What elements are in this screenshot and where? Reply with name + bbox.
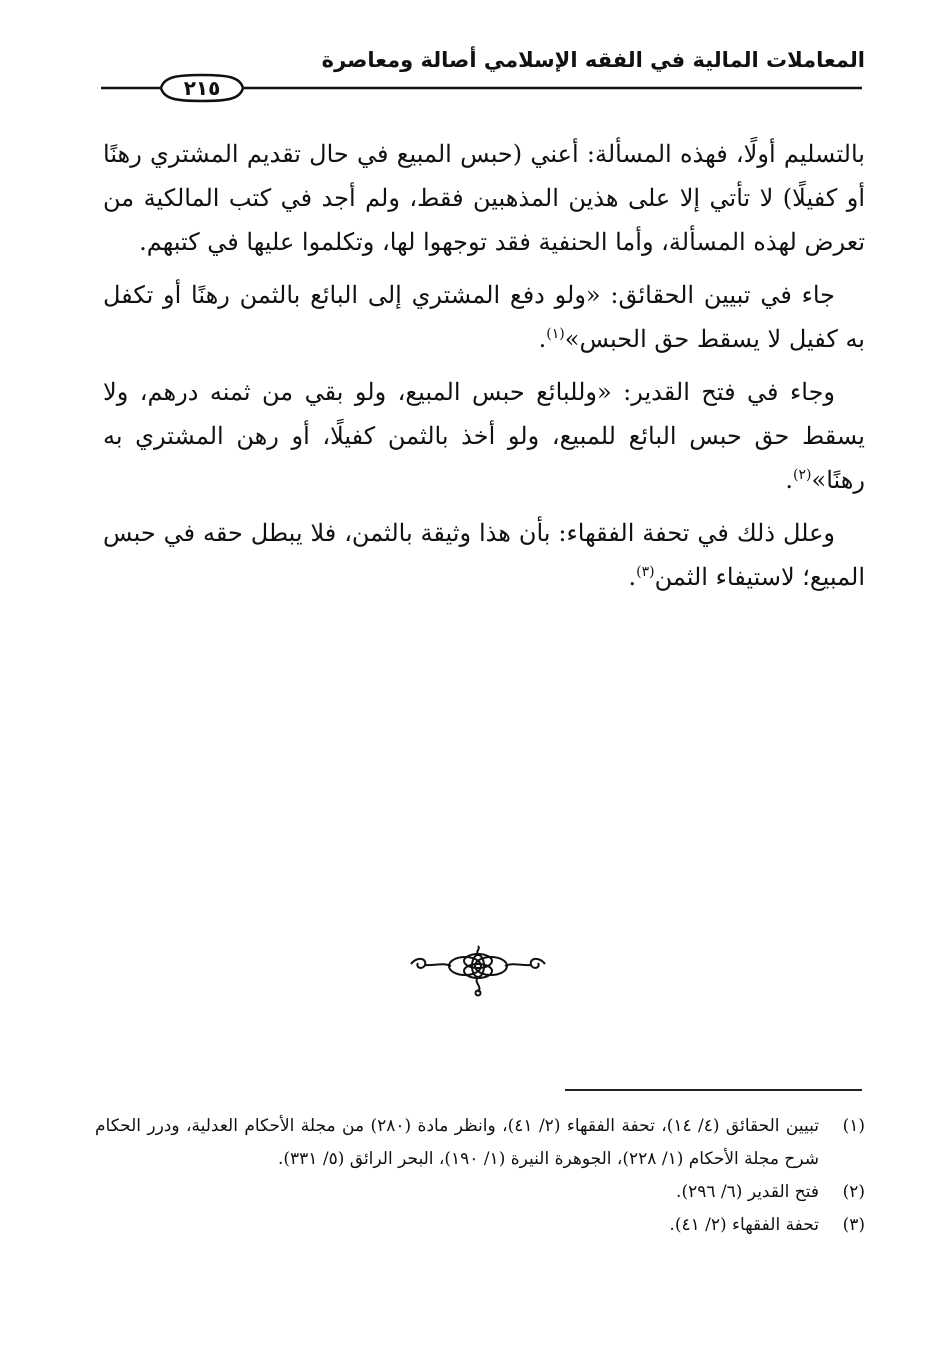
page-number: ٢١٥ [183, 76, 221, 100]
footnote-1 [95, 1110, 865, 1176]
paragraph-2 [103, 273, 865, 361]
footnote-number: (٣) [842, 1215, 865, 1235]
paragraph-3-text: وجاء في فتح القدير: «وللبائع حبس المبيع، ولو بقي من ثمنه درهم، ولا يسقط حق حبس البائع للمبيع، ولو أخذ بالثمن كفيلًا، أو رهن المشتري به رهنًا» [103, 378, 865, 494]
footnote-number: (٢) [842, 1182, 865, 1202]
footnote-ref-1: (١) [546, 326, 565, 342]
period: . [628, 563, 637, 591]
footnote-text: تبيين الحقائق (٤/ ١٤)، تحفة الفقهاء (٢/ ٤١)، وانظر مادة (٢٨٠) من مجلة الأحكام العدلية، ودرر الحكام شرح مجلة الأحكام (١/ ٢٢٨)، الجوهرة النيرة (١/ ١٩٠)، البحر الرائق (٥/ ٣٣١). [95, 1116, 819, 1169]
period: . [785, 466, 794, 494]
footnote-3 [95, 1209, 865, 1242]
header-rule [0, 68, 927, 108]
paragraph-3 [103, 370, 865, 502]
paragraph-4-text: وعلل ذلك في تحفة الفقهاء: بأن هذا وثيقة بالثمن، فلا يبطل حقه في حبس المبيع؛ لاستيفاء الثمن [103, 519, 865, 591]
paragraph-1 [103, 132, 865, 264]
paragraph-2-text: جاء في تبيين الحقائق: «ولو دفع المشتري إلى البائع بالثمن رهنًا أو تكفل به كفيل لا يسقط حق الحبس» [103, 281, 865, 353]
main-text [103, 132, 865, 608]
paragraph-4 [103, 511, 865, 599]
footnote-text: تحفة الفقهاء (٢/ ٤١). [669, 1215, 819, 1235]
footnotes [95, 1110, 865, 1242]
ornament-divider-icon [403, 944, 553, 999]
footnote-text: فتح القدير (٦/ ٢٩٦). [676, 1182, 819, 1202]
footnote-ref-2: (٢) [793, 467, 812, 483]
paragraph-1-text: بالتسليم أولًا، فهذه المسألة: أعني (حبس المبيع في حال تقديم المشتري رهنًا أو كفيلًا) لا تأتي إلا على هذين المذهبين فقط، ولم أجد في كتب المالكية من تعرض لهذه المسألة، وأما الحنفية فقد توجهوا لها، وتكلموا عليها في كتبهم. [103, 140, 865, 256]
footnote-ref-3: (٣) [636, 564, 655, 580]
period: . [538, 325, 547, 353]
footnote-number: (١) [842, 1116, 865, 1136]
running-header-title: المعاملات المالية في الفقه الإسلامي أصالة ومعاصرة [321, 48, 865, 72]
footnote-separator [565, 1089, 862, 1091]
footnote-2 [95, 1176, 865, 1209]
